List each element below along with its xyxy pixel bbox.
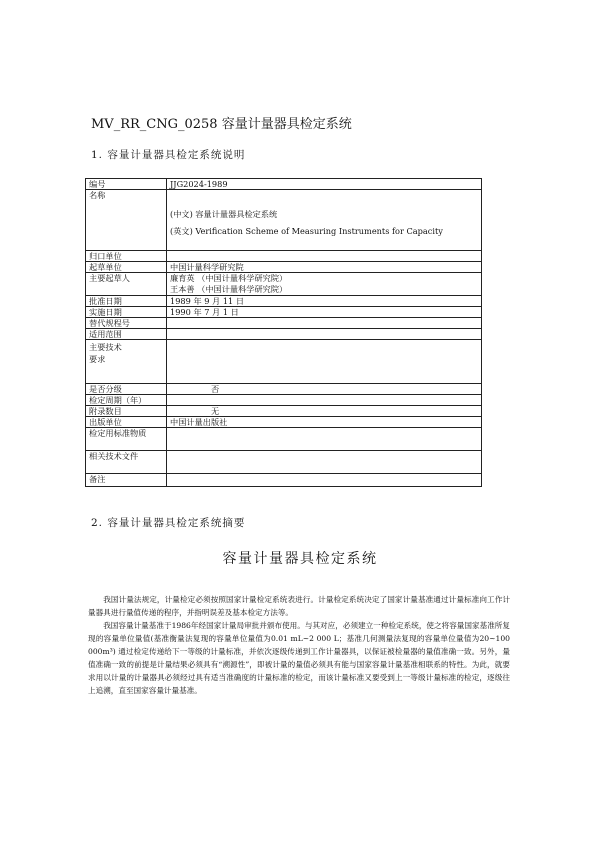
table-row bbox=[86, 428, 482, 451]
row-key-line2: 要求 bbox=[89, 354, 106, 364]
row-key-line1: 主要技术 bbox=[89, 342, 122, 352]
row-value bbox=[167, 395, 482, 406]
row-value: 中国计量科学研究院 bbox=[167, 262, 482, 273]
row-key: 附录数目 bbox=[86, 406, 167, 417]
row-value bbox=[167, 329, 482, 340]
row-key: 编号 bbox=[86, 179, 167, 190]
row-value bbox=[167, 251, 482, 262]
row-value: JJG2024-1989 bbox=[167, 179, 482, 190]
row-key: 名称 bbox=[86, 190, 167, 251]
row-value bbox=[167, 273, 482, 296]
row-key: 备注 bbox=[86, 474, 167, 487]
table-row bbox=[86, 251, 482, 262]
table-row bbox=[86, 190, 482, 251]
row-key: 主要起草人 bbox=[86, 273, 167, 296]
row-value bbox=[167, 318, 482, 329]
row-key: 适用范围 bbox=[86, 329, 167, 340]
table-row bbox=[86, 406, 482, 417]
table-row bbox=[86, 329, 482, 340]
summary-body bbox=[88, 593, 510, 697]
row-key: 起草单位 bbox=[86, 262, 167, 273]
section-2-heading: 2. 容量计量器具检定系统摘要 bbox=[91, 517, 246, 529]
summary-paragraph-1: 我国计量法规定，计量检定必须按照国家计量检定系统表进行。计量检定系统决定了国家计量基准通过计量标准向工作计量器具进行量值传递的程序，并指明误差及基本检定方法等。 bbox=[88, 595, 510, 617]
row-value bbox=[167, 340, 482, 384]
name-en: (英文) Verification Scheme of Measuring Instruments for Capacity bbox=[170, 226, 443, 236]
row-key: 是否分级 bbox=[86, 384, 167, 395]
table-row bbox=[86, 451, 482, 474]
row-value: 1989 年 9 月 11 日 bbox=[167, 296, 482, 307]
row-value bbox=[167, 474, 482, 487]
table-row bbox=[86, 340, 482, 384]
table-row bbox=[86, 296, 482, 307]
name-cn: (中文) 容量计量器具检定系统 bbox=[170, 209, 278, 219]
table-row bbox=[86, 474, 482, 487]
row-value: 中国计量出版社 bbox=[167, 417, 482, 428]
summary-paragraph-2: 我国容量计量基准于1986年经国家计量局审批并颁布使用。与其对应，必须建立一种检定系统，使之将容量国家基准所复现的容量单位量值(基准衡量法复现的容量单位量值为0.01 mL~2 000 L；基准几何测量法复现的容量单位量值为20~100 000m³) 通过检定传递给下一等级的计量标准，并依次逐级传递到工作计量器具，以保证被检量器的量值准确一致。另外，量值准确一致的前提是计量结果必须具有“溯源性”，即被计量的量值必须具有能与国家容量计量基准相联系的特性。为此，就要求用以计量的计量器具必须经过具有适当准确度的计量标准的检定，而该计量标准又要受到上一等级计量标准的检定，逐级往上追溯，直至国家容量计量基准。 bbox=[88, 621, 510, 695]
drafter-1: 廉育英 （中国计量科学研究院） bbox=[170, 273, 288, 283]
row-key bbox=[86, 340, 167, 384]
table-row bbox=[86, 179, 482, 190]
row-key: 检定周期（年） bbox=[86, 395, 167, 406]
row-key: 批准日期 bbox=[86, 296, 167, 307]
table-row bbox=[86, 262, 482, 273]
row-value bbox=[167, 451, 482, 474]
info-table bbox=[85, 178, 482, 487]
row-key: 替代规程号 bbox=[86, 318, 167, 329]
summary-title: 容量计量器具检定系统 bbox=[222, 551, 378, 567]
table-row bbox=[86, 273, 482, 296]
row-key: 检定用标准物质 bbox=[86, 428, 167, 451]
section-1-heading: 1. 容量计量器具检定系统说明 bbox=[91, 149, 246, 161]
row-value: 否 bbox=[167, 384, 482, 395]
row-value bbox=[167, 190, 482, 251]
row-key: 出版单位 bbox=[86, 417, 167, 428]
row-value bbox=[167, 428, 482, 451]
row-key: 归口单位 bbox=[86, 251, 167, 262]
row-key: 实施日期 bbox=[86, 307, 167, 318]
row-value: 无 bbox=[167, 406, 482, 417]
row-key: 相关技术文件 bbox=[86, 451, 167, 474]
table-row bbox=[86, 395, 482, 406]
drafter-2: 王本善 （中国计量科学研究院） bbox=[170, 284, 288, 294]
document-title: MV_RR_CNG_0258 容量计量器具检定系统 bbox=[91, 117, 352, 132]
row-value: 1990 年 7 月 1 日 bbox=[167, 307, 482, 318]
table-row bbox=[86, 417, 482, 428]
table-row bbox=[86, 318, 482, 329]
table-row bbox=[86, 384, 482, 395]
table-row bbox=[86, 307, 482, 318]
